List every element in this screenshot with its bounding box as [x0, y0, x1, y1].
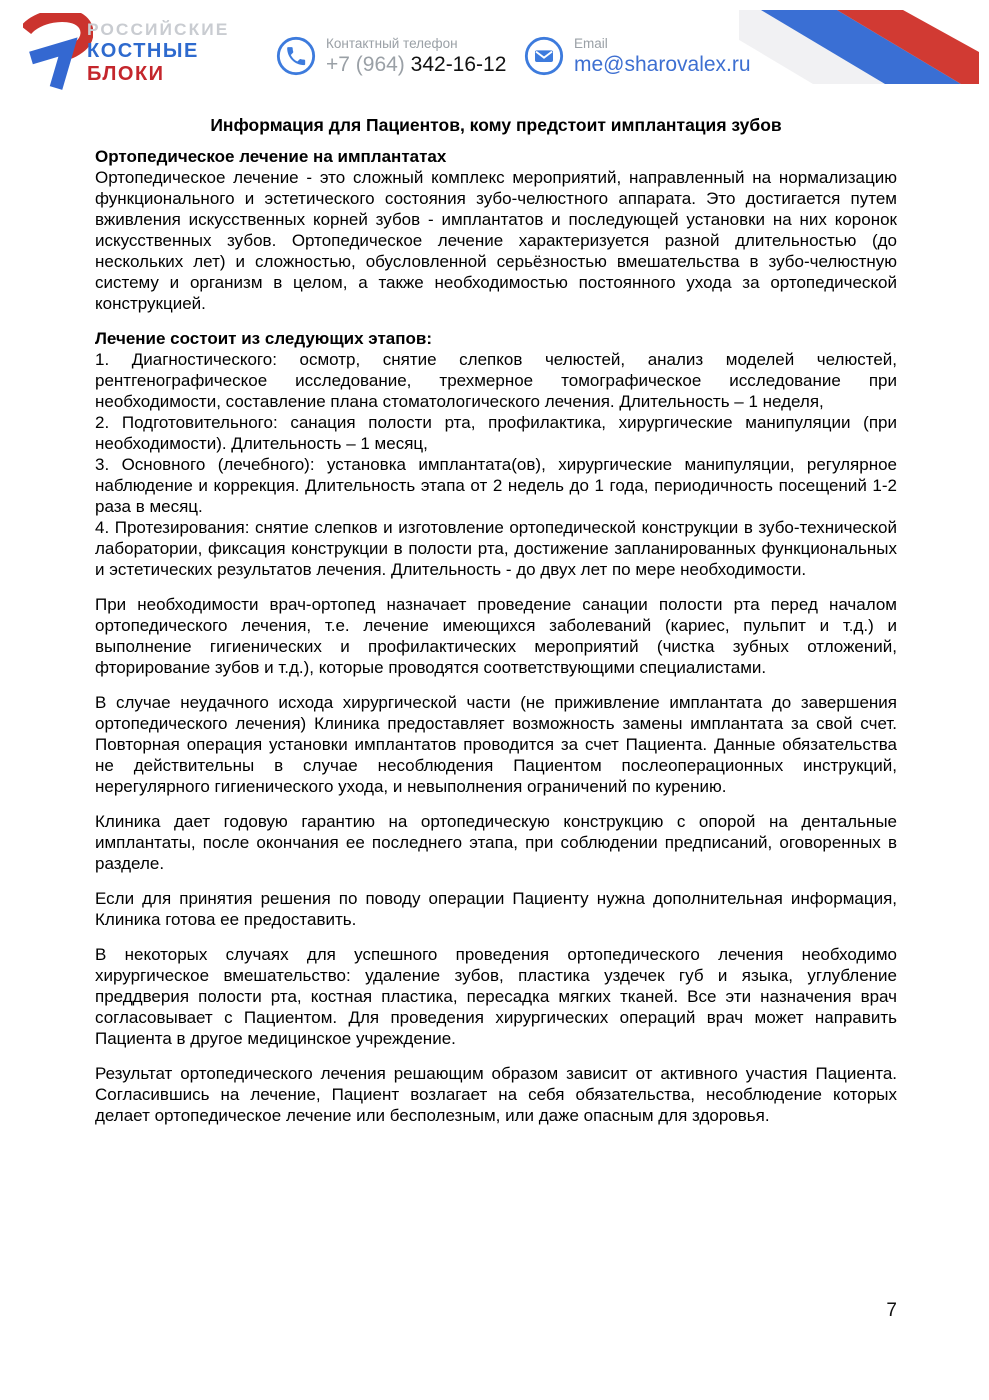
paragraph-patient-result: Результат ортопедического лечения решающим образом зависит от активного участия Пациента. Согласившись на лечение, Пациент возлагает на себя обязательства, несоблюдение которых делает ортопедическое лечение или бесполезным, или даже опасным для здоровья.: [95, 1064, 897, 1125]
email-address[interactable]: me@sharovalex.ru: [574, 53, 751, 76]
logo-text-line2: КОСТНЫЕ: [87, 40, 199, 62]
paragraph-warranty: Клиника дает годовую гарантию на ортопедическую конструкцию с опорой на дентальные имплантаты, после окончания ее последнего этапа, при соблюдении предписаний, оговоренных в разделе.: [95, 812, 897, 873]
email-label: Email: [574, 36, 608, 51]
company-logo: [23, 13, 258, 93]
phone-label: Контактный телефон: [326, 36, 458, 51]
email-icon: [524, 36, 564, 76]
page-title: Информация для Пациентов, кому предстоит имплантация зубов: [210, 114, 782, 135]
contact-phone-block: [276, 36, 506, 77]
tricolor-ribbon-icon: [739, 0, 989, 90]
document-body: [95, 146, 897, 1126]
logo-text-line3: БЛОКИ: [87, 63, 165, 85]
list-item-main: 3. Основного (лечебного): установка имплантата(ов), хирургические манипуляции, регулярное наблюдение и коррекция. Длительность этапа от 2 недель до 1 года, периодичность посещений 1-2 раза в месяц.: [95, 455, 897, 516]
paragraph-intro: Ортопедическое лечение - это сложный комплекс мероприятий, направленный на нормализацию функционального и эстетического состояния зубо-челюстного аппарата. Это достигается путем вживления искусственных корней зубов - имплантатов и последующей установки на них коронок искусственных зубов. Ортопедическое лечение характеризуется разной длительностью (до нескольких лет) и сложностью, обусловленной серьёзностью вмешательства в зубо-челюстную систему и организм в целом, а также необходимостью постоянного ухода за ортопедической конструкцией.: [95, 168, 897, 313]
paragraph-additional-info: Если для принятия решения по поводу операции Пациенту нужна дополнительная информация, Клиника готова ее предоставить.: [95, 889, 897, 929]
phone-prefix: +7 (964): [326, 53, 405, 76]
paragraph-sanation: При необходимости врач-ортопед назначает проведение санации полости рта перед началом ортопедического лечения, т.е. лечение имеющихся заболеваний (кариес, пульпит и т.д.) и выполнение гигиенических и профилактических мероприятий (чистка зубных отложений, фторирование зубов и т.д.), которые проводятся соответствующими специалистами.: [95, 595, 897, 677]
logo-r-mark-icon: [23, 13, 93, 91]
contact-phone-text: [326, 36, 506, 77]
letterhead: [0, 0, 989, 96]
logo-text-line1: РОССИЙСКИЕ: [87, 20, 230, 39]
section-heading-stages: Лечение состоит из следующих этапов:: [95, 329, 432, 348]
phone-icon: [276, 36, 316, 76]
phone-number: [326, 53, 506, 77]
logo-text: [87, 20, 230, 85]
list-item-preparatory: 2. Подготовительного: санация полости рта, профилактика, хирургические манипуляции (при необходимости). Длительность – 1 месяц,: [95, 413, 897, 453]
paragraph-surgical-cases: В некоторых случаях для успешного проведения ортопедического лечения необходимо хирургическое вмешательство: удаление зубов, пластика уздечек губ и языка, углубление преддверия полости рта, костная пластика, пересадка мягких тканей. Все эти назначения врач согласовывает с Пациентом. Для проведения хирургических операций врач может направить Пациента в другое медицинское учреждение.: [95, 945, 897, 1048]
section-heading-orthopedic: Ортопедическое лечение на имплантатах: [95, 147, 447, 166]
list-item-prosthetics: 4. Протезирования: снятие слепков и изготовление ортопедической конструкции в зубо-технической лаборатории, фиксация конструкции в полости рта, достижение запланированных функциональных и эстетических результатов лечения. Длительность - до двух лет по мере необходимости.: [95, 518, 897, 579]
page-number: 7: [886, 1300, 897, 1321]
contact-email-block: [524, 36, 751, 77]
phone-main-digits: 342-16-12: [410, 53, 507, 76]
paragraph-implant-failure: В случае неудачного исхода хирургической части (не приживление имплантата до завершения ортопедического лечения) Клиника предоставляет возможность замены имплантата за свой счет. Повторная операция установки имплантатов проводится за счет Пациента. Данные обязательства не действительны в случае несоблюдения Пациентом послеоперационных инструкций, нерегулярного гигиенического ухода, и невыполнения ограничений по курению.: [95, 693, 897, 796]
contact-email-text: [574, 36, 751, 77]
list-item-diagnostic: 1. Диагностического: осмотр, снятие слепков челюстей, анализ моделей челюстей, рентгенографическое исследование, трехмерное томографическое исследование при необходимости, составление плана стоматологического лечения. Длительность – 1 неделя,: [95, 350, 897, 411]
